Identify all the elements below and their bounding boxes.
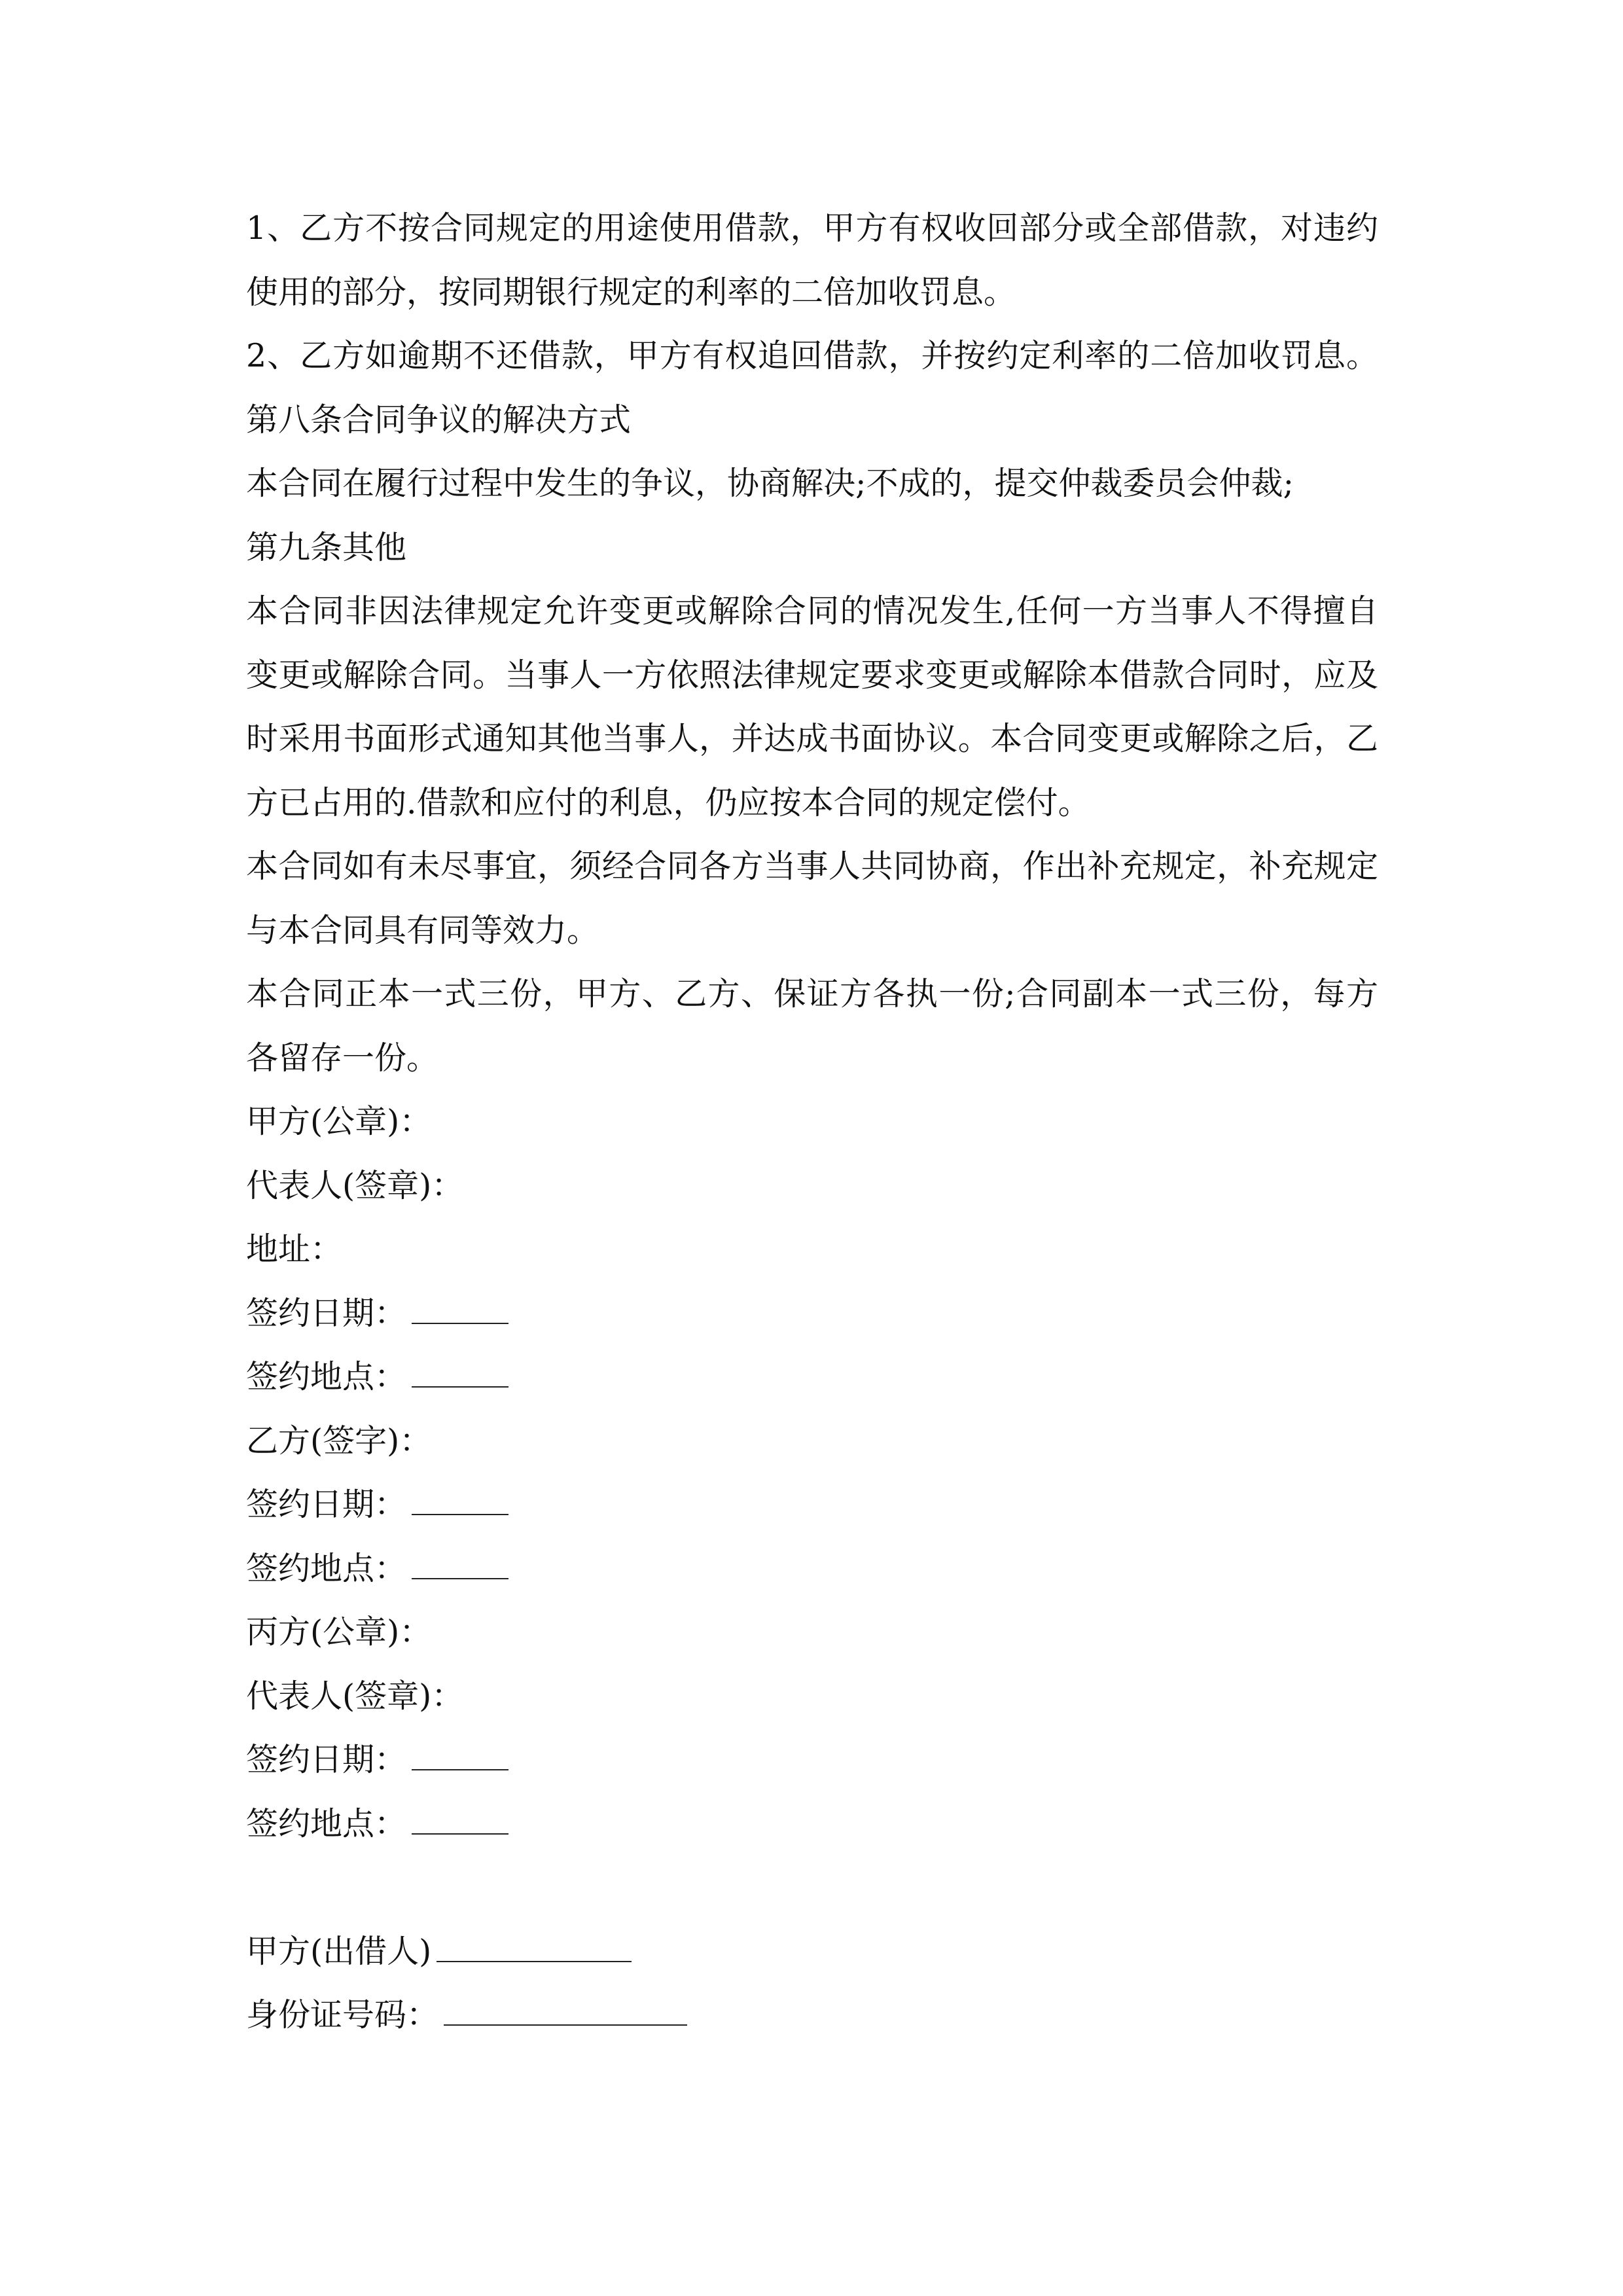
lender-id-field xyxy=(246,1983,1378,2047)
party-a-address-field xyxy=(246,1217,1378,1282)
party-c-rep-field xyxy=(246,1664,1378,1729)
party-a-date-label: 签约日期： xyxy=(246,1294,407,1332)
clause-9-para-1-line-3: 时采用书面形式通知其他当事人，并达成书面协议。本合同变更或解除之后，乙 xyxy=(246,720,1378,757)
lender-blank xyxy=(437,1935,632,1962)
party-a-rep-field xyxy=(246,1154,1378,1218)
party-b-sign-field xyxy=(246,1409,1378,1473)
clause-9-para-3-line-2: 各留存一份。 xyxy=(246,1039,439,1077)
party-b-place-blank xyxy=(412,1552,508,1579)
lender-id-label: 身份证号码： xyxy=(246,1996,439,2034)
party-c-date-label: 签约日期： xyxy=(246,1741,407,1778)
party-c-date-blank xyxy=(412,1743,508,1770)
party-b-sign-label: 乙方(签字)： xyxy=(246,1422,432,1460)
clause-7-item-1-line-2: 使用的部分，按同期银行规定的利率的二倍加收罚息。 xyxy=(246,273,1016,311)
party-b-date-label: 签约日期： xyxy=(246,1486,407,1523)
party-a-place-label: 签约地点： xyxy=(246,1358,407,1395)
party-a-place-field xyxy=(246,1345,1378,1409)
clause-9-heading: 第九条其他 xyxy=(246,528,407,566)
lender-id-blank xyxy=(444,1998,687,2026)
party-b-place-label: 签约地点： xyxy=(246,1549,407,1587)
clause-8-body: 本合同在履行过程中发生的争议，协商解决;不成的，提交仲裁委员会仲裁; xyxy=(246,465,1294,502)
clause-7-item-2: 2、乙方如逾期不还借款，甲方有权追回借款，并按约定利率的二倍加收罚息。 xyxy=(246,337,1378,374)
lender-label: 甲方(出借人) xyxy=(246,1932,432,1970)
party-a-seal-label: 甲方(公章)： xyxy=(246,1103,432,1140)
party-a-date-blank xyxy=(412,1297,508,1324)
party-b-place-field xyxy=(246,1537,1378,1601)
clause-9-para-2-line-1: 本合同如有未尽事宜，须经合同各方当事人共同协商，作出补充规定，补充规定 xyxy=(246,848,1378,885)
document-page xyxy=(246,196,1378,2047)
clause-9-para-1-line-1: 本合同非因法律规定允许变更或解除合同的情况发生,任何一方当事人不得擅自 xyxy=(246,592,1378,630)
party-a-place-blank xyxy=(412,1360,508,1388)
party-a-rep-label: 代表人(签章)： xyxy=(246,1166,464,1204)
party-c-date-field xyxy=(246,1728,1378,1792)
party-a-seal-field xyxy=(246,1090,1378,1154)
party-b-date-field xyxy=(246,1473,1378,1537)
party-b-date-blank xyxy=(412,1488,508,1515)
clause-9-para-2-line-2: 与本合同具有同等效力。 xyxy=(246,911,599,949)
party-c-place-field xyxy=(246,1792,1378,1856)
clause-9-para-1-line-4: 方已占用的.借款和应付的利息，仍应按本合同的规定偿付。 xyxy=(246,783,1090,821)
lender-field xyxy=(246,1920,1378,1984)
party-c-rep-label: 代表人(签章)： xyxy=(246,1677,464,1715)
party-c-place-blank xyxy=(412,1807,508,1835)
party-c-place-label: 签约地点： xyxy=(246,1804,407,1842)
clause-9-para-3-line-1: 本合同正本一式三份，甲方、乙方、保证方各执一份;合同副本一式三份，每方 xyxy=(246,975,1378,1013)
clause-9-para-1-line-2: 变更或解除合同。当事人一方依照法律规定要求变更或解除本借款合同时，应及 xyxy=(246,656,1378,694)
party-a-date-field xyxy=(246,1282,1378,1346)
party-a-address-label: 地址： xyxy=(246,1230,343,1268)
clause-8-heading: 第八条合同争议的解决方式 xyxy=(246,401,632,439)
party-c-seal-field xyxy=(246,1600,1378,1664)
section-spacer xyxy=(246,1856,1378,1920)
clause-7-item-1-line-1: 1、乙方不按合同规定的用途使用借款，甲方有权收回部分或全部借款，对违约 xyxy=(246,209,1378,247)
party-c-seal-label: 丙方(公章)： xyxy=(246,1613,432,1651)
